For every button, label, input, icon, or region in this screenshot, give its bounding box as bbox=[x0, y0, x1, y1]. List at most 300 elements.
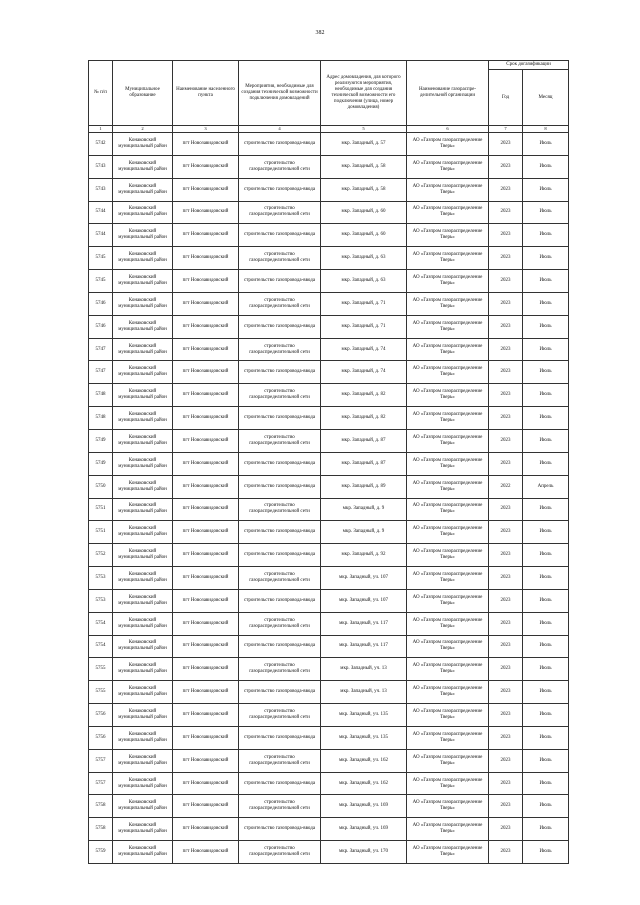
year-cell: 2023 bbox=[489, 224, 523, 247]
row-number: 5757 bbox=[89, 772, 113, 795]
year-cell: 2023 bbox=[489, 544, 523, 567]
municipality-cell: Конаковский муниципальный район bbox=[113, 521, 173, 544]
row-number: 5757 bbox=[89, 749, 113, 772]
organization-cell: АО «Газпром газораспределение Тверь» bbox=[407, 178, 489, 201]
table-row bbox=[89, 498, 569, 521]
row-number: 5749 bbox=[89, 452, 113, 475]
organization-cell: АО «Газпром газораспределение Тверь» bbox=[407, 407, 489, 430]
month-cell: Июль bbox=[523, 201, 569, 224]
year-cell: 2023 bbox=[489, 247, 523, 270]
row-number: 5752 bbox=[89, 544, 113, 567]
row-number: 5742 bbox=[89, 133, 113, 156]
row-number: 5754 bbox=[89, 612, 113, 635]
organization-cell: АО «Газпром газораспределение Тверь» bbox=[407, 567, 489, 590]
month-cell: Июль bbox=[523, 681, 569, 704]
organization-cell: АО «Газпром газораспределение Тверь» bbox=[407, 155, 489, 178]
year-cell: 2023 bbox=[489, 841, 523, 864]
month-cell: Июль bbox=[523, 338, 569, 361]
row-number: 5756 bbox=[89, 726, 113, 749]
measure-cell: строительство газопровода-ввода bbox=[239, 544, 321, 567]
settlement-cell: пгт Новозавидовский bbox=[173, 338, 239, 361]
organization-cell: АО «Газпром газораспределение Тверь» bbox=[407, 338, 489, 361]
settlement-cell: пгт Новозавидовский bbox=[173, 429, 239, 452]
municipality-cell: Конаковский муниципальный район bbox=[113, 361, 173, 384]
month-cell: Июль bbox=[523, 544, 569, 567]
measure-cell: строительство газораспределительной сети bbox=[239, 567, 321, 590]
table-row bbox=[89, 635, 569, 658]
month-cell: Июль bbox=[523, 133, 569, 156]
municipality-cell: Конаковский муниципальный район bbox=[113, 475, 173, 498]
month-cell: Июль bbox=[523, 658, 569, 681]
measure-cell: строительство газопровода-ввода bbox=[239, 315, 321, 338]
municipality-cell: Конаковский муниципальный район bbox=[113, 818, 173, 841]
table-row bbox=[89, 133, 569, 156]
address-cell: мкр. Западный, д. 82 bbox=[321, 407, 407, 430]
municipality-cell: Конаковский муниципальный район bbox=[113, 429, 173, 452]
measure-cell: строительство газораспределительной сети bbox=[239, 384, 321, 407]
table-row bbox=[89, 361, 569, 384]
year-cell: 2023 bbox=[489, 795, 523, 818]
settlement-cell: пгт Новозавидовский bbox=[173, 704, 239, 727]
address-cell: мкр. Западный, д. 63 bbox=[321, 247, 407, 270]
organization-cell: АО «Газпром газораспределение Тверь» bbox=[407, 133, 489, 156]
organization-cell: АО «Газпром газораспределение Тверь» bbox=[407, 635, 489, 658]
settlement-cell: пгт Новозавидовский bbox=[173, 681, 239, 704]
table-row bbox=[89, 452, 569, 475]
month-cell: Июль bbox=[523, 452, 569, 475]
address-cell: мкр. Западный, д. 71 bbox=[321, 292, 407, 315]
organization-cell: АО «Газпром газораспределение Тверь» bbox=[407, 361, 489, 384]
year-cell: 2023 bbox=[489, 384, 523, 407]
year-cell: 2023 bbox=[489, 726, 523, 749]
organization-cell: АО «Газпром газораспределение Тверь» bbox=[407, 201, 489, 224]
municipality-cell: Конаковский муниципальный район bbox=[113, 841, 173, 864]
table-row bbox=[89, 567, 569, 590]
column-number: 4 bbox=[239, 126, 321, 133]
address-cell: мкр. Западный, д. 71 bbox=[321, 315, 407, 338]
organization-cell: АО «Газпром газораспределение Тверь» bbox=[407, 498, 489, 521]
organization-cell: АО «Газпром газораспределение Тверь» bbox=[407, 475, 489, 498]
measure-cell: строительство газопровода-ввода bbox=[239, 224, 321, 247]
header-settlement: Наименование населенного пункта bbox=[173, 61, 239, 126]
table-row bbox=[89, 704, 569, 727]
year-cell: 2023 bbox=[489, 338, 523, 361]
row-number: 5748 bbox=[89, 407, 113, 430]
header-municipality: Муниципальное образование bbox=[113, 61, 173, 126]
municipality-cell: Конаковский муниципальный район bbox=[113, 749, 173, 772]
year-cell: 2023 bbox=[489, 681, 523, 704]
address-cell: мкр. Западный, уч. 169 bbox=[321, 795, 407, 818]
measure-cell: строительство газопровода-ввода bbox=[239, 726, 321, 749]
measure-cell: строительство газопровода-ввода bbox=[239, 407, 321, 430]
organization-cell: АО «Газпром газораспределение Тверь» bbox=[407, 292, 489, 315]
address-cell: мкр. Западный, д. 74 bbox=[321, 361, 407, 384]
settlement-cell: пгт Новозавидовский bbox=[173, 315, 239, 338]
table-row bbox=[89, 407, 569, 430]
address-cell: мкр. Западный, д. 82 bbox=[321, 384, 407, 407]
organization-cell: АО «Газпром газораспределение Тверь» bbox=[407, 795, 489, 818]
address-cell: мкр. Западный, д. 9 bbox=[321, 498, 407, 521]
settlement-cell: пгт Новозавидовский bbox=[173, 818, 239, 841]
organization-cell: АО «Газпром газораспределение Тверь» bbox=[407, 681, 489, 704]
month-cell: Июль bbox=[523, 772, 569, 795]
measure-cell: строительство газораспределительной сети bbox=[239, 498, 321, 521]
address-cell: мкр. Западный, д. 58 bbox=[321, 178, 407, 201]
table-row bbox=[89, 818, 569, 841]
municipality-cell: Конаковский муниципальный район bbox=[113, 726, 173, 749]
organization-cell: АО «Газпром газораспределение Тверь» bbox=[407, 429, 489, 452]
settlement-cell: пгт Новозавидовский bbox=[173, 658, 239, 681]
settlement-cell: пгт Новозавидовский bbox=[173, 841, 239, 864]
row-number: 5755 bbox=[89, 681, 113, 704]
year-cell: 2023 bbox=[489, 818, 523, 841]
measure-cell: строительство газопровода-ввода bbox=[239, 589, 321, 612]
municipality-cell: Конаковский муниципальный район bbox=[113, 155, 173, 178]
month-cell: Июль bbox=[523, 155, 569, 178]
organization-cell: АО «Газпром газораспределение Тверь» bbox=[407, 772, 489, 795]
month-cell: Июль bbox=[523, 726, 569, 749]
table-row bbox=[89, 841, 569, 864]
address-cell: мкр. Западный, д. 63 bbox=[321, 270, 407, 293]
measure-cell: строительство газопровода-ввода bbox=[239, 178, 321, 201]
row-number: 5753 bbox=[89, 567, 113, 590]
header-org: Наименование газораспре-делительной организации bbox=[407, 61, 489, 126]
measure-cell: строительство газораспределительной сети bbox=[239, 612, 321, 635]
year-cell: 2023 bbox=[489, 567, 523, 590]
row-number: 5759 bbox=[89, 841, 113, 864]
column-numbers-row bbox=[89, 126, 569, 133]
measure-cell: строительство газораспределительной сети bbox=[239, 292, 321, 315]
year-cell: 2023 bbox=[489, 521, 523, 544]
year-cell: 2023 bbox=[489, 270, 523, 293]
year-cell: 2023 bbox=[489, 612, 523, 635]
address-cell: мкр. Западный, д. 87 bbox=[321, 429, 407, 452]
settlement-cell: пгт Новозавидовский bbox=[173, 544, 239, 567]
year-cell: 2023 bbox=[489, 315, 523, 338]
measure-cell: строительство газопровода-ввода bbox=[239, 521, 321, 544]
row-number: 5744 bbox=[89, 201, 113, 224]
gasification-table bbox=[88, 60, 569, 864]
year-cell: 2023 bbox=[489, 704, 523, 727]
municipality-cell: Конаковский муниципальный район bbox=[113, 704, 173, 727]
row-number: 5744 bbox=[89, 224, 113, 247]
measure-cell: строительство газопровода-ввода bbox=[239, 635, 321, 658]
settlement-cell: пгт Новозавидовский bbox=[173, 612, 239, 635]
address-cell: мкр. Западный, уч. 107 bbox=[321, 589, 407, 612]
month-cell: Июль bbox=[523, 429, 569, 452]
table-body bbox=[89, 133, 569, 864]
settlement-cell: пгт Новозавидовский bbox=[173, 361, 239, 384]
municipality-cell: Конаковский муниципальный район bbox=[113, 338, 173, 361]
measure-cell: строительство газораспределительной сети bbox=[239, 155, 321, 178]
row-number: 5743 bbox=[89, 155, 113, 178]
column-number: 5 bbox=[321, 126, 407, 133]
table-row bbox=[89, 681, 569, 704]
table-row bbox=[89, 658, 569, 681]
settlement-cell: пгт Новозавидовский bbox=[173, 384, 239, 407]
measure-cell: строительство газопровода-ввода bbox=[239, 475, 321, 498]
address-cell: мкр. Западный, д. 89 bbox=[321, 475, 407, 498]
header-year: Год bbox=[489, 70, 523, 126]
settlement-cell: пгт Новозавидовский bbox=[173, 133, 239, 156]
year-cell: 2023 bbox=[489, 155, 523, 178]
month-cell: Июль bbox=[523, 521, 569, 544]
year-cell: 2023 bbox=[489, 452, 523, 475]
column-number: 7 bbox=[489, 126, 523, 133]
table-row bbox=[89, 749, 569, 772]
month-cell: Июль bbox=[523, 224, 569, 247]
address-cell: мкр. Западный, уч. 13 bbox=[321, 658, 407, 681]
address-cell: мкр. Западный, уч. 170 bbox=[321, 841, 407, 864]
address-cell: мкр. Западный, д. 60 bbox=[321, 224, 407, 247]
municipality-cell: Конаковский муниципальный район bbox=[113, 201, 173, 224]
table-row bbox=[89, 338, 569, 361]
organization-cell: АО «Газпром газораспределение Тверь» bbox=[407, 726, 489, 749]
municipality-cell: Конаковский муниципальный район bbox=[113, 544, 173, 567]
settlement-cell: пгт Новозавидовский bbox=[173, 155, 239, 178]
year-cell: 2023 bbox=[489, 498, 523, 521]
table-row bbox=[89, 384, 569, 407]
table-row bbox=[89, 201, 569, 224]
organization-cell: АО «Газпром газораспределение Тверь» bbox=[407, 315, 489, 338]
header-num: № п/п bbox=[89, 61, 113, 126]
measure-cell: строительство газораспределительной сети bbox=[239, 247, 321, 270]
table-row bbox=[89, 155, 569, 178]
measure-cell: строительство газопровода-ввода bbox=[239, 270, 321, 293]
municipality-cell: Конаковский муниципальный район bbox=[113, 681, 173, 704]
municipality-cell: Конаковский муниципальный район bbox=[113, 452, 173, 475]
month-cell: Июль bbox=[523, 818, 569, 841]
table-row bbox=[89, 772, 569, 795]
measure-cell: строительство газораспределительной сети bbox=[239, 795, 321, 818]
settlement-cell: пгт Новозавидовский bbox=[173, 224, 239, 247]
address-cell: мкр. Западный, д. 9 bbox=[321, 521, 407, 544]
municipality-cell: Конаковский муниципальный район bbox=[113, 315, 173, 338]
month-cell: Июль bbox=[523, 247, 569, 270]
measure-cell: строительство газопровода-ввода bbox=[239, 818, 321, 841]
row-number: 5747 bbox=[89, 361, 113, 384]
table-row bbox=[89, 544, 569, 567]
address-cell: мкр. Западный, д. 58 bbox=[321, 155, 407, 178]
settlement-cell: пгт Новозавидовский bbox=[173, 498, 239, 521]
year-cell: 2023 bbox=[489, 635, 523, 658]
municipality-cell: Конаковский муниципальный район bbox=[113, 658, 173, 681]
table-row bbox=[89, 224, 569, 247]
measure-cell: строительство газопровода-ввода bbox=[239, 452, 321, 475]
table-row bbox=[89, 429, 569, 452]
table-row bbox=[89, 247, 569, 270]
month-cell: Июль bbox=[523, 567, 569, 590]
table-header bbox=[89, 61, 569, 133]
column-number: 1 bbox=[89, 126, 113, 133]
address-cell: мкр. Западный, уч. 135 bbox=[321, 704, 407, 727]
table-row bbox=[89, 612, 569, 635]
row-number: 5754 bbox=[89, 635, 113, 658]
month-cell: Июль bbox=[523, 270, 569, 293]
municipality-cell: Конаковский муниципальный район bbox=[113, 270, 173, 293]
table-row bbox=[89, 270, 569, 293]
row-number: 5748 bbox=[89, 384, 113, 407]
year-cell: 2023 bbox=[489, 589, 523, 612]
header-address: Адрес домовладения, для которого реализуются мероприятия, необходимые для создания технической возможности его подключения (улица, номер домовладения) bbox=[321, 61, 407, 126]
settlement-cell: пгт Новозавидовский bbox=[173, 407, 239, 430]
municipality-cell: Конаковский муниципальный район bbox=[113, 407, 173, 430]
year-cell: 2023 bbox=[489, 201, 523, 224]
settlement-cell: пгт Новозавидовский bbox=[173, 795, 239, 818]
month-cell: Июль bbox=[523, 178, 569, 201]
table-row bbox=[89, 178, 569, 201]
measure-cell: строительство газораспределительной сети bbox=[239, 749, 321, 772]
month-cell: Июль bbox=[523, 407, 569, 430]
measure-cell: строительство газораспределительной сети bbox=[239, 338, 321, 361]
organization-cell: АО «Газпром газораспределение Тверь» bbox=[407, 544, 489, 567]
month-cell: Июль bbox=[523, 635, 569, 658]
address-cell: мкр. Западный, уч. 162 bbox=[321, 749, 407, 772]
year-cell: 2023 bbox=[489, 429, 523, 452]
municipality-cell: Конаковский муниципальный район bbox=[113, 612, 173, 635]
organization-cell: АО «Газпром газораспределение Тверь» bbox=[407, 658, 489, 681]
row-number: 5751 bbox=[89, 521, 113, 544]
month-cell: Июль bbox=[523, 589, 569, 612]
address-cell: мкр. Западный, уч. 162 bbox=[321, 772, 407, 795]
organization-cell: АО «Газпром газораспределение Тверь» bbox=[407, 589, 489, 612]
municipality-cell: Конаковский муниципальный район bbox=[113, 567, 173, 590]
month-cell: Июль bbox=[523, 795, 569, 818]
month-cell: Июль bbox=[523, 704, 569, 727]
measure-cell: строительство газораспределительной сети bbox=[239, 841, 321, 864]
settlement-cell: пгт Новозавидовский bbox=[173, 475, 239, 498]
year-cell: 2023 bbox=[489, 133, 523, 156]
organization-cell: АО «Газпром газораспределение Тверь» bbox=[407, 612, 489, 635]
organization-cell: АО «Газпром газораспределение Тверь» bbox=[407, 818, 489, 841]
month-cell: Июль bbox=[523, 841, 569, 864]
table-row bbox=[89, 795, 569, 818]
settlement-cell: пгт Новозавидовский bbox=[173, 247, 239, 270]
month-cell: Июль bbox=[523, 315, 569, 338]
organization-cell: АО «Газпром газораспределение Тверь» bbox=[407, 384, 489, 407]
month-cell: Июль bbox=[523, 361, 569, 384]
year-cell: 2023 bbox=[489, 178, 523, 201]
organization-cell: АО «Газпром газораспределение Тверь» bbox=[407, 704, 489, 727]
row-number: 5751 bbox=[89, 498, 113, 521]
address-cell: мкр. Западный, уч. 107 bbox=[321, 567, 407, 590]
settlement-cell: пгт Новозавидовский bbox=[173, 567, 239, 590]
municipality-cell: Конаковский муниципальный район bbox=[113, 498, 173, 521]
row-number: 5753 bbox=[89, 589, 113, 612]
municipality-cell: Конаковский муниципальный район bbox=[113, 635, 173, 658]
row-number: 5749 bbox=[89, 429, 113, 452]
row-number: 5746 bbox=[89, 292, 113, 315]
address-cell: мкр. Западный, д. 87 bbox=[321, 452, 407, 475]
header-measures: Мероприятия, необходимые для создания технической возможности подключения домовладений bbox=[239, 61, 321, 126]
municipality-cell: Конаковский муниципальный район bbox=[113, 292, 173, 315]
year-cell: 2023 bbox=[489, 292, 523, 315]
address-cell: мкр. Западный, д. 60 bbox=[321, 201, 407, 224]
row-number: 5747 bbox=[89, 338, 113, 361]
month-cell: Июль bbox=[523, 612, 569, 635]
measure-cell: строительство газопровода-ввода bbox=[239, 361, 321, 384]
address-cell: мкр. Западный, д. 74 bbox=[321, 338, 407, 361]
address-cell: мкр. Западный, д. 57 bbox=[321, 133, 407, 156]
column-number: 8 bbox=[523, 126, 569, 133]
municipality-cell: Конаковский муниципальный район bbox=[113, 589, 173, 612]
organization-cell: АО «Газпром газораспределение Тверь» bbox=[407, 224, 489, 247]
settlement-cell: пгт Новозавидовский bbox=[173, 521, 239, 544]
measure-cell: строительство газораспределительной сети bbox=[239, 429, 321, 452]
settlement-cell: пгт Новозавидовский bbox=[173, 292, 239, 315]
settlement-cell: пгт Новозавидовский bbox=[173, 178, 239, 201]
table-row bbox=[89, 292, 569, 315]
row-number: 5758 bbox=[89, 818, 113, 841]
address-cell: мкр. Западный, уч. 117 bbox=[321, 635, 407, 658]
address-cell: мкр. Западный, уч. 117 bbox=[321, 612, 407, 635]
municipality-cell: Конаковский муниципальный район bbox=[113, 247, 173, 270]
address-cell: мкр. Западный, д. 92 bbox=[321, 544, 407, 567]
row-number: 5755 bbox=[89, 658, 113, 681]
settlement-cell: пгт Новозавидовский bbox=[173, 772, 239, 795]
settlement-cell: пгт Новозавидовский bbox=[173, 635, 239, 658]
address-cell: мкр. Западный, уч. 135 bbox=[321, 726, 407, 749]
settlement-cell: пгт Новозавидовский bbox=[173, 270, 239, 293]
address-cell: мкр. Западный, уч. 169 bbox=[321, 818, 407, 841]
header-deadline: Срок догазификации bbox=[489, 61, 569, 70]
table-row bbox=[89, 315, 569, 338]
month-cell: Июль bbox=[523, 384, 569, 407]
municipality-cell: Конаковский муниципальный район bbox=[113, 384, 173, 407]
settlement-cell: пгт Новозавидовский bbox=[173, 726, 239, 749]
measure-cell: строительство газопровода-ввода bbox=[239, 133, 321, 156]
row-number: 5756 bbox=[89, 704, 113, 727]
year-cell: 2023 bbox=[489, 772, 523, 795]
table-row bbox=[89, 589, 569, 612]
municipality-cell: Конаковский муниципальный район bbox=[113, 795, 173, 818]
year-cell: 2022 bbox=[489, 475, 523, 498]
settlement-cell: пгт Новозавидовский bbox=[173, 749, 239, 772]
header-month: Месяц bbox=[523, 70, 569, 126]
row-number: 5758 bbox=[89, 795, 113, 818]
organization-cell: АО «Газпром газораспределение Тверь» bbox=[407, 270, 489, 293]
measure-cell: строительство газораспределительной сети bbox=[239, 658, 321, 681]
row-number: 5746 bbox=[89, 315, 113, 338]
month-cell: Июль bbox=[523, 498, 569, 521]
municipality-cell: Конаковский муниципальный район bbox=[113, 178, 173, 201]
organization-cell: АО «Газпром газораспределение Тверь» bbox=[407, 247, 489, 270]
address-cell: мкр. Западный, уч. 13 bbox=[321, 681, 407, 704]
organization-cell: АО «Газпром газораспределение Тверь» bbox=[407, 452, 489, 475]
organization-cell: АО «Газпром газораспределение Тверь» bbox=[407, 841, 489, 864]
month-cell: Июль bbox=[523, 292, 569, 315]
measure-cell: строительство газораспределительной сети bbox=[239, 704, 321, 727]
year-cell: 2023 bbox=[489, 749, 523, 772]
municipality-cell: Конаковский муниципальный район bbox=[113, 772, 173, 795]
settlement-cell: пгт Новозавидовский bbox=[173, 452, 239, 475]
settlement-cell: пгт Новозавидовский bbox=[173, 589, 239, 612]
year-cell: 2023 bbox=[489, 407, 523, 430]
month-cell: Июль bbox=[523, 749, 569, 772]
column-number: 3 bbox=[173, 126, 239, 133]
table-row bbox=[89, 726, 569, 749]
month-cell: Апрель bbox=[523, 475, 569, 498]
organization-cell: АО «Газпром газораспределение Тверь» bbox=[407, 749, 489, 772]
year-cell: 2023 bbox=[489, 361, 523, 384]
page-number: 382 bbox=[315, 30, 325, 36]
municipality-cell: Конаковский муниципальный район bbox=[113, 133, 173, 156]
row-number: 5743 bbox=[89, 178, 113, 201]
measure-cell: строительство газопровода-ввода bbox=[239, 772, 321, 795]
row-number: 5745 bbox=[89, 270, 113, 293]
settlement-cell: пгт Новозавидовский bbox=[173, 201, 239, 224]
row-number: 5750 bbox=[89, 475, 113, 498]
